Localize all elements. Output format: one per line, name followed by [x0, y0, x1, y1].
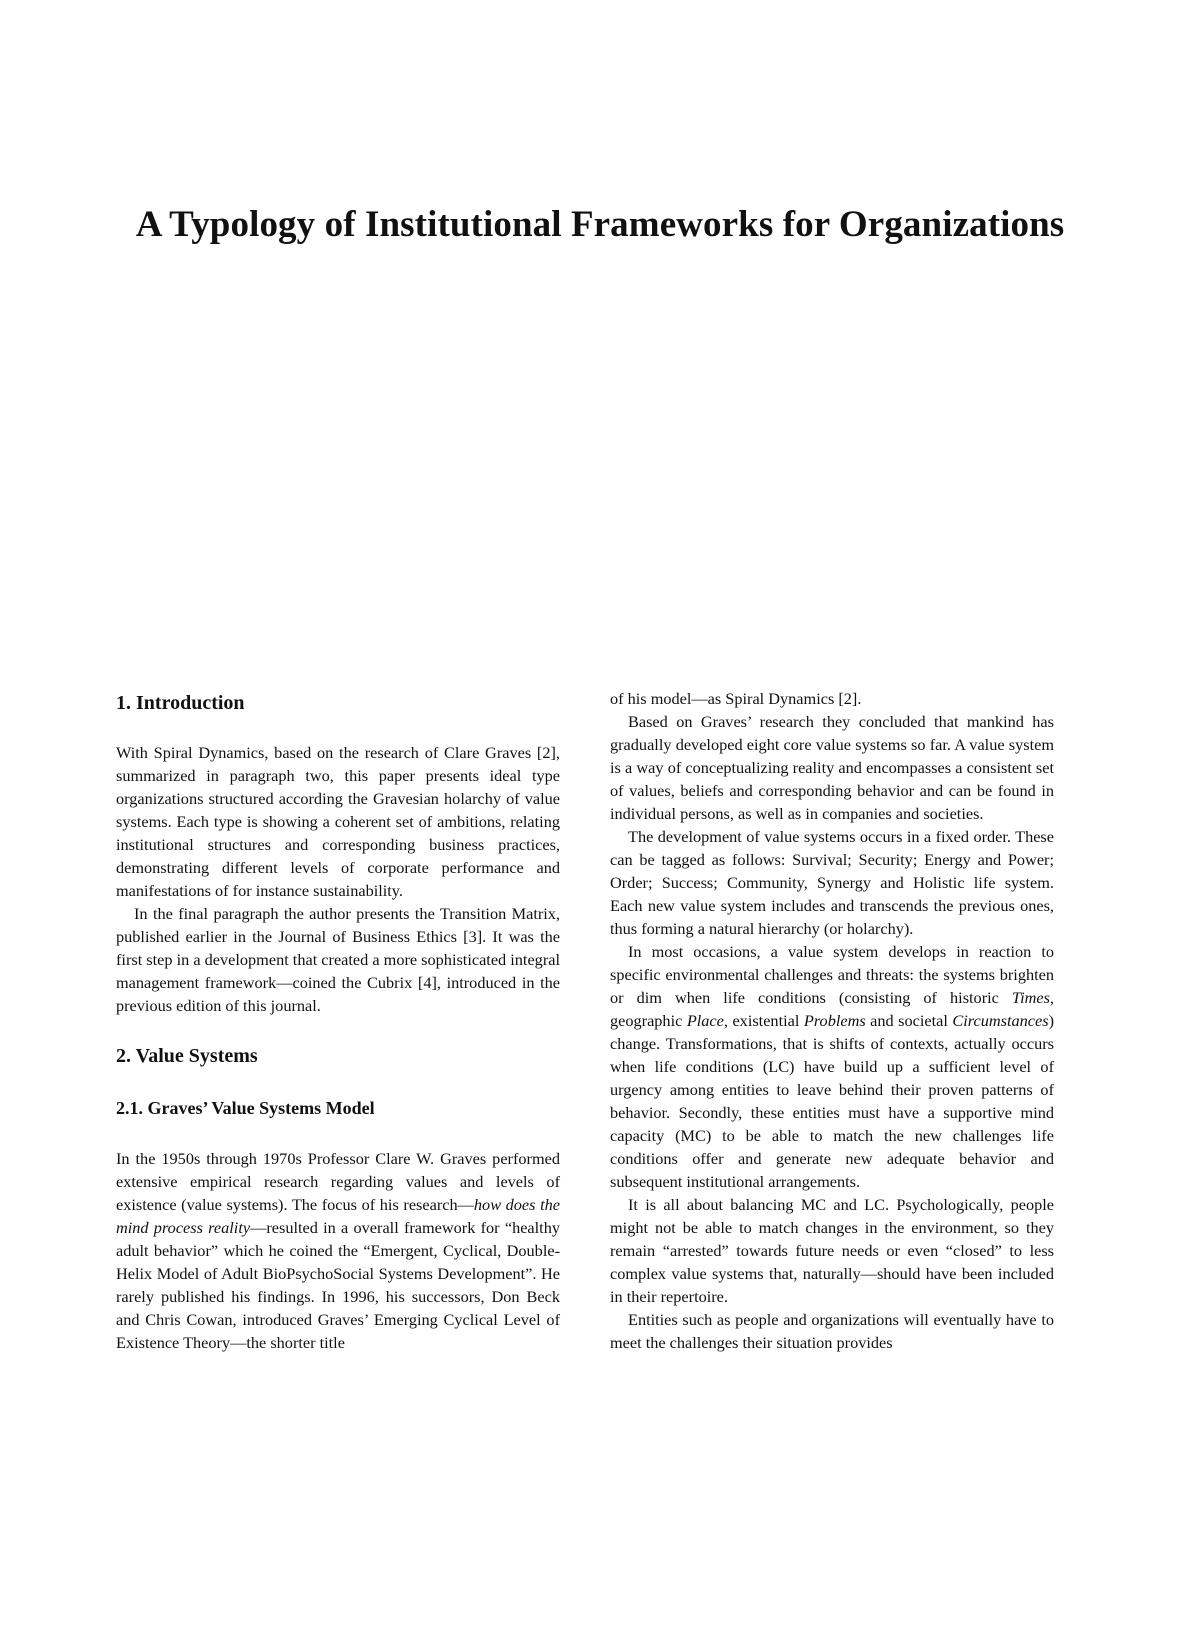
emphasis-problems: Problems	[803, 1011, 866, 1030]
right-paragraph-continued: of his model—as Spiral Dynamics [2].	[610, 689, 862, 708]
right-paragraph-3	[610, 940, 1054, 1193]
right-paragraph-3-text-d: and societal	[865, 1011, 953, 1030]
paper-title: A Typology of Institutional Frameworks for Organizations	[135, 204, 1065, 245]
right-column	[610, 687, 1054, 1354]
graves-paragraph-1	[116, 1147, 560, 1354]
right-paragraph-5: Entities such as people and organizations will eventually have to meet the challenges their situation provides	[610, 1310, 1054, 1352]
section-heading-value-systems: 2. Value Systems	[116, 1045, 258, 1067]
right-paragraph-2: The development of value systems occurs in a fixed order. These can be tagged as follows: Survival; Security; Energy and Power; Order; Success; Community, Synergy and Holistic life system. Each new value system includes and transcends the previous ones, thus forming a natural hierarchy (or holarchy).	[610, 827, 1054, 938]
right-paragraph-3-text-a: In most occasions, a value system develops in reaction to specific environmental challenges and threats: the systems brighten or dim when life conditions (consisting of historic	[610, 942, 1054, 1007]
right-paragraph-1: Based on Graves’ research they concluded that mankind has gradually developed eight core value systems so far. A value system is a way of conceptualizing reality and encompasses a consistent set of values, beliefs and corresponding behavior and can be found in individual persons, as well as in companies and societies.	[610, 712, 1054, 823]
intro-paragraph-2: In the final paragraph the author presents the Transition Matrix, published earlier in the Journal of Business Ethics [3]. It was the first step in a development that created a more sophisticated integral management framework—coined the Cubrix [4], introduced in the previous edition of this journal.	[116, 904, 560, 1015]
emphasis-times: Times	[1011, 988, 1050, 1007]
right-paragraph-3-text-b: , geographic	[610, 988, 1054, 1030]
right-paragraph-3-text-c: , existential	[723, 1011, 804, 1030]
section-heading-introduction: 1. Introduction	[116, 692, 245, 714]
emphasis-place: Place	[686, 1011, 724, 1030]
graves-paragraph-1-text-a: In the 1950s through 1970s Professor Clare W. Graves performed extensive empirical research regarding values and levels of existence (value systems). The focus of his research—	[116, 1149, 560, 1214]
graves-paragraph-1-text-b: —resulted in a overall framework for “healthy adult behavior” which he coined the “Emergent, Cyclical, Double-Helix Model of Adult BioPsychoSocial Systems Development”. He rarely published his findings. In 1996, his successors, Don Beck and Chris Cowan, introduced Graves’ Emerging Cyclical Level of Existence Theory—the shorter title	[116, 1218, 560, 1352]
subsection-heading-graves-model: 2.1. Graves’ Value Systems Model	[116, 1098, 375, 1118]
graves-paragraph-1-emphasis: how does the mind process reality	[116, 1195, 560, 1237]
emphasis-circumstances: Circumstances	[952, 1011, 1049, 1030]
right-paragraph-4: It is all about balancing MC and LC. Psychologically, people might not be able to match changes in the environment, so they remain “arrested” towards future needs or even “closed” to less complex value systems that, naturally—should have been included in their repertoire.	[610, 1195, 1054, 1306]
right-paragraph-3-text-e: ) change. Transformations, that is shifts of contexts, actually occurs when life conditions (LC) have build up a sufficient level of urgency among entities to leave behind their proven patterns of behavior. Secondly, these entities must have a supportive mind capacity (MC) to be able to match the new challenges life conditions offer and generate new adequate behavior and subsequent institutional arrangements.	[610, 1011, 1054, 1191]
intro-paragraph-1: With Spiral Dynamics, based on the research of Clare Graves [2], summarized in paragraph two, this paper presents ideal type organizations structured according the Gravesian holarchy of value systems. Each type is showing a coherent set of ambitions, relating institutional structures and corresponding business practices, demonstrating different levels of corporate performance and manifestations of for instance sustainability.	[116, 743, 560, 900]
left-column	[116, 690, 560, 1354]
